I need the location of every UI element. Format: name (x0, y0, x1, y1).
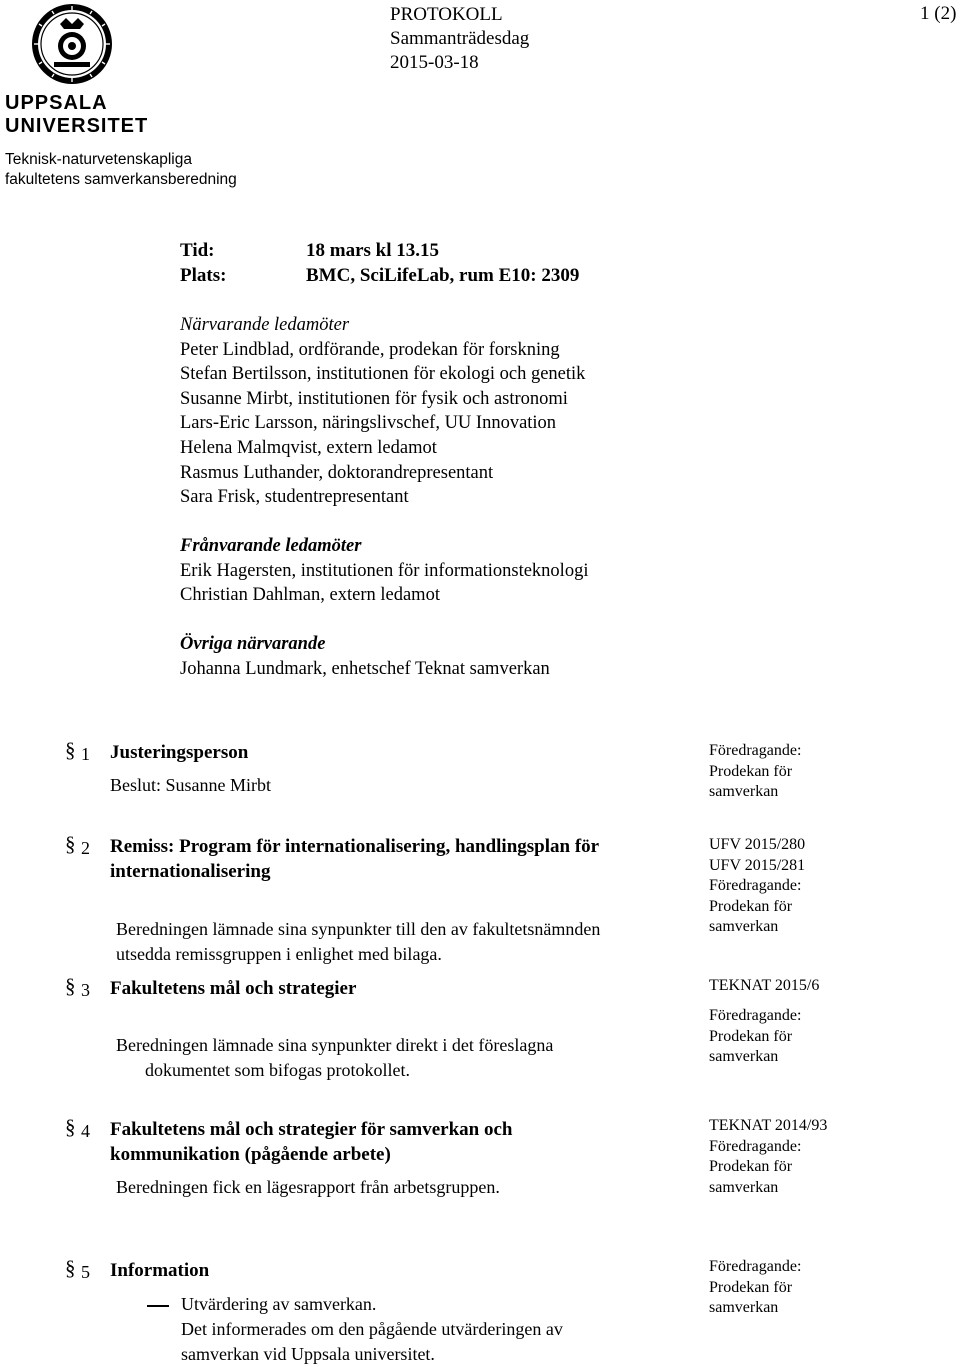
item-presenter: Föredragande: Prodekan för samverkan (709, 742, 802, 800)
meeting-type: Sammanträdesdag (390, 28, 530, 49)
item-title: Information (110, 1260, 210, 1281)
item-body: Det informerades om den pågående utvärderingen av samverkan vid Uppsala universitet. (181, 1319, 563, 1364)
member-line: Johanna Lundmark, enhetschef Teknat samverkan (180, 658, 550, 679)
absent-members (180, 534, 588, 608)
item-reference: TEKNAT 2014/93 Föredragande: Prodekan för samverkan (709, 1117, 828, 1196)
dash-bullet-icon (147, 1305, 169, 1307)
item-title: Remiss: Program för internationalisering, handlingsplan för internationalisering (110, 836, 600, 882)
item-presenter: Föredragande: Prodekan för samverkan (709, 1007, 802, 1065)
item-body: Beslut: Susanne Mirbt (110, 775, 271, 795)
member-line: Susanne Mirbt, institutionen för fysik och astronomi (180, 388, 568, 409)
member-line: Helena Malmqvist, extern ledamot (180, 437, 437, 458)
university-name: UPPSALA UNIVERSITET (5, 92, 149, 137)
member-line: Christian Dahlman, extern ledamot (180, 585, 440, 606)
member-line: Peter Lindblad, ordförande, prodekan för forskning (180, 339, 560, 360)
item-body: Beredningen fick en lägesrapport från arbetsgruppen. (116, 1177, 500, 1197)
section-heading: Frånvarande ledamöter (180, 536, 362, 556)
item-reference: UFV 2015/280 UFV 2015/281 Föredragande: Prodekan för samverkan (709, 836, 806, 935)
item-body: Beredningen lämnade sina synpunkter till den av fakultetsnämnden utsedda remissgruppen i enlighet med bilaga. (116, 919, 601, 964)
member-line: Lars-Eric Larsson, näringslivschef, UU Innovation (180, 413, 557, 434)
section-heading: Övriga närvarande (180, 634, 326, 654)
member-line: Stefan Bertilsson, institutionen för ekologi och genetik (180, 364, 586, 385)
item-body: Beredningen lämnade sina synpunkter direkt i det föreslagna dokumentet som bifogas protokollet. (116, 1035, 554, 1080)
item-title: Justeringsperson (110, 742, 249, 763)
faculty-name: Teknisk-naturvetenskapliga fakultetens samverkansberedning (5, 151, 237, 188)
meeting-date: 2015-03-18 (390, 52, 479, 73)
university-seal-logo (30, 2, 114, 86)
member-line: Sara Frisk, studentrepresentant (180, 487, 409, 508)
document-type: PROTOKOLL (390, 4, 503, 25)
item-title: Fakultetens mål och strategier (110, 978, 357, 999)
section-heading: Närvarande ledamöter (180, 315, 350, 335)
member-line: Rasmus Luthander, doktorandrepresentant (180, 462, 494, 483)
member-line: Erik Hagersten, institutionen för informationsteknologi (180, 560, 589, 581)
item-presenter: Föredragande: Prodekan för samverkan (709, 1258, 802, 1316)
item-title: Fakultetens mål och strategier för samverkan och kommunikation (pågående arbete) (110, 1119, 513, 1165)
present-members (180, 313, 585, 510)
other-attendees (180, 632, 550, 681)
page-number: 1 (2) (920, 3, 957, 24)
document-header (390, 3, 529, 75)
item-reference: TEKNAT 2015/6 (709, 977, 820, 994)
bullet-item: Utvärdering av samverkan. (147, 1292, 376, 1317)
